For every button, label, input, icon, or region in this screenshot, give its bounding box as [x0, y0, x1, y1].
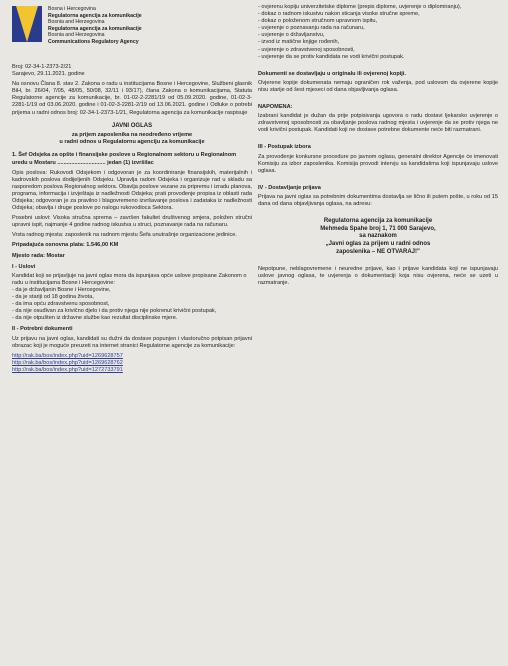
special-conditions: Posebni uslovi: Visoka stručna sprema – završen fakultet društvenog smjera, položen stručni upravni ispit, najmanje 4 godine radnog iskustva u struci, poznavanje rada na računaru. [12, 215, 252, 229]
form-link[interactable]: http://rak.ba/bos/index.php?uid=1272733791 [12, 366, 123, 373]
section-heading-documents: II - Potrebni dokumenti [12, 326, 73, 333]
coat-of-arms-logo [12, 6, 42, 42]
position-type: Vrsta radnog mjesta: zaposlenik na radnom mjestu Šefa unutrašnje organizacione jedinice. [12, 232, 237, 239]
doc-number: Broj: 02-34-1-2373-2/21 [12, 64, 72, 70]
address-block [258, 218, 498, 256]
address-line: sa naznakom [359, 233, 397, 240]
agency-line: Bosnia and Herzegovina [48, 19, 105, 25]
agency-name-block [48, 6, 142, 45]
form-link[interactable]: http://rak.ba/bos/index.php?uid=1269628757 [12, 352, 123, 359]
address-line: Regulatorna agencija za komunikacije [323, 218, 433, 225]
letterhead [12, 6, 252, 64]
conditions-item: - da je stariji od 18 godina života, [12, 294, 94, 301]
conditions-item: - da nije osuđivan za krivično djelo i da protiv njega nije pokrenut krivični postupak, [12, 308, 217, 315]
agency-line: Regulatorna agencija za komunikacije [48, 25, 142, 32]
procedure-paragraph: Za provođenje konkursne procedure po javnom oglasu, generalni direktor Agencije će imenovati Komisiju za izbor zaposlenika. Komisija provodi intervju sa kandidatima koji ispunjavaju uslove oglasa. [258, 153, 498, 174]
note-paragraph: Izabrani kandidat je dužan da prije potpisivanja ugovora o radu dostavi ljekarsko uvjerenje o zdravstvenoj sposobnosti za obavljanje poslova radnog mjesta i uvjerenje da se protiv njega ne vodi krivični postupak. Kandidati koji ne dostave potrebne dokumente neće biti razmatrani. [258, 113, 498, 134]
closing-paragraph: Nepotpune, neblagovremene i neurednе prijave, kao i prijave kandidata koji ne ispunjavaju uslove javnog oglasa, te uvjerenja o dokumentaciji koja nisu ovjerena, neće se uzeti u razmatranje. [258, 266, 498, 287]
agency-line: Bosna i Hercegovina [48, 6, 96, 12]
docs-list-item: - izvod iz matične knjige rođenih, [258, 39, 340, 46]
section-heading-conditions: I - Uslovi [12, 263, 36, 270]
agency-line: Bosnia and Herzegovina [48, 32, 105, 38]
submission-paragraph: Prijava na javni oglas sa potrebnim dokumentima dostavlja se lično ili putem pošte, u roku od 15 dana od dana objavljivanja oglasa, na adresu: [258, 193, 498, 207]
work-location: Mjesto rada: Mostar [12, 252, 65, 259]
docs-list-item: - uvjerenje o zdravstvenoj sposobnosti, [258, 46, 355, 53]
agency-line: Regulatorna agencija za komunikacije [48, 12, 142, 19]
intro-paragraph: Na osnovu Člana 8. stav 2. Zakona o radu u institucijama Bosne i Hercegovine, Službeni glasnik BiH, br. 26/04, 7/05, 48/05, 50/08, 32/11 i 93/17), člana Zakona o komunikacijama, Statuta Regulatorne agencije za komunikacije, br. 01-02-2-2281/19 od 05.09.2020. godine, 01-02-3-2281-1/19 od 03.06.2020. godine i 01-02-3-2281-2/19 od 13.06.2021. godine i Odluke o potrebi prijema u radni odnos broj: 02-34-1-2373-1/21, Regulatorna agencija za komunikacije raspisuje [12, 81, 252, 116]
section-heading-procedure: III - Postupak izbora [258, 144, 311, 151]
salary: Pripadajuća osnovna plata: 1.546,00 KM [12, 242, 119, 249]
agency-line: Communications Regulatory Agency [48, 38, 139, 45]
section-heading-originals: Dokumenti se dostavljaju u originalu ili ovjerenoj kopiji. [258, 70, 406, 77]
right-column [258, 4, 498, 290]
docs-list-item: - uvjerenje o državljanstvu, [258, 32, 325, 39]
ad-title: JAVNI OGLAS [111, 122, 153, 129]
address-line: „Javni oglas za prijem u radni odnos [325, 240, 431, 247]
ad-subtitle: za prijem zaposlenika na neodređeno vrijeme [71, 132, 193, 139]
job-description: Opis poslova: Rukovodi Odsjekom i odgovoran je za koordiniranje finansijskih, materijalnih i kadrovskih poslova dodijeljenih Odsjeku. Upravlja radom Odsjeka i organizuje rad u skladu sa rasporedom poslova Regionalnog sektora. Obavlja poslove vezane za pripremu i izradu planova, programa, informacija i izvještaja iz nadležnosti Odsjeka; prati provođenje propisa iz oblasti rada Odsjeka; odgovoran je za pravilno i blagovremeno izvršavanje poslova i zadataka iz nadležnosti Odsjeka; obavlja i druge poslove po nalogu rukovodioca Sektora. [12, 169, 252, 212]
docs-list-item: - dokaz o položenom stručnom upravnom ispitu, [258, 18, 378, 25]
left-column [12, 6, 252, 374]
conditions-item: - da nije otpušten iz državne službe kao rezultat disciplinske mjere. [12, 315, 178, 322]
position-heading: 1. Šef Odsjeka za opšte i finansijske poslove u Regionalnom sektoru u Regionalnom uredu u Mostaru ............................... jedan (1) izvršilac [12, 152, 237, 166]
section-heading-submission: IV - Dostavljanje prijava [258, 184, 321, 191]
address-line: zaposlenika – NE OTVARAJ!" [336, 248, 420, 255]
docs-list-item: - dokaz o radnom iskustvu nakon sticanja visoke stručne spreme, [258, 11, 420, 18]
doc-date: Sarajevo, 29.11.2021. godine [12, 71, 85, 78]
originals-paragraph: Ovjerene kopije dokumenata nemaju ograničen rok važenja, pod uslovom da ovjerene kopije nisu starije od šest mjeseci od dana objavljivanja oglasa. [258, 79, 498, 93]
docs-list-item: - uvjerenje da se protiv kandidata ne vodi krivični postupak. [258, 53, 405, 60]
form-link[interactable]: http://rak.ba/bos/index.php?uid=1269628762 [12, 359, 123, 366]
conditions-item: Kandidat koji se prijavljuje na javni oglas mora da ispunjava opće uslove propisane Zakonom o radu u institucijama Bosne i Hercegovine: [12, 272, 247, 286]
documents-paragraph: Uz prijavu na javni oglas, kandidati su dužni da dostave popunjen i vlastoručno potpisan prijavni obrazac koji je moguće preuzeti na internet stranici Regulatorne agencije za komunikacije: [12, 335, 252, 349]
address-line: Mehmeda Spahe broj 1, 71 000 Sarajevo, [320, 225, 436, 232]
docs-list-item: - ovjerenu kopiju univerzitetske diplome (prepis diplome, uvjerenje o diplomiranju), [258, 4, 462, 10]
ad-subtitle: u radni odnos u Regulatornu agenciju za komunikacije [59, 139, 205, 146]
docs-list-item: - uvjerenje o poznavanju rada na računaru, [258, 25, 365, 32]
conditions-item: - da je državljanin Bosne i Hercegovine, [12, 286, 111, 293]
conditions-item: - da ima opću zdravstvenu sposobnost, [12, 301, 110, 308]
section-heading-note: NAPOMENA: [258, 104, 293, 111]
